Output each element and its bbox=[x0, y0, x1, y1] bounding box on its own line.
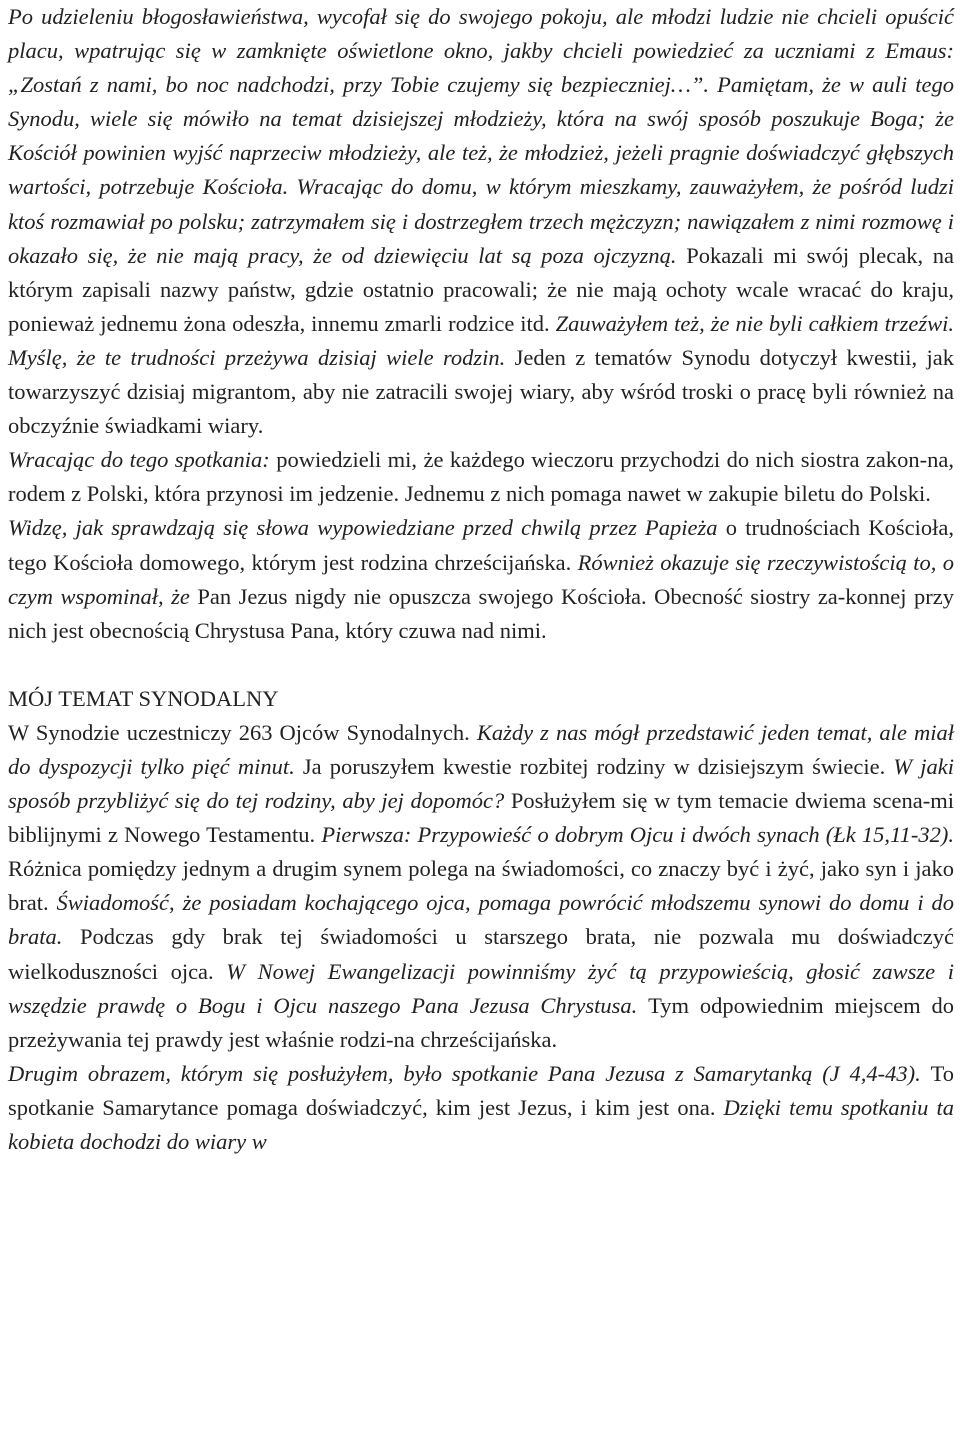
text-run: Również okazuje się rzeczywistością to, o czym wspominał, że bbox=[8, 549, 954, 609]
text-run: W jaki sposób przybliżyć się do tej rodziny, aby jej dopomóc? bbox=[8, 753, 954, 814]
text-run: Każdy z nas mógł przedstawić jeden temat, ale miał do dyspozycji tylko pięć minut. bbox=[8, 719, 955, 779]
text-run: o trudnościach Kościoła, tego Kościoła domowego, którym jest rodzina chrześcijańska. bbox=[8, 515, 954, 575]
text-run: To spotkanie Samarytance pomaga doświadczyć, kim jest Jezus, i kim jest ona. bbox=[8, 1060, 954, 1120]
text-run: Podczas gdy brak tej świadomości u starszego brata, nie pozwala mu doświadczyć wielkoduszności ojca. bbox=[8, 924, 954, 984]
text-run: Zauważyłem też, że nie byli całkiem trzeźwi. Myślę, że te trudności przeżywa dzisiaj wiele rodzin. bbox=[8, 310, 954, 370]
text-run: Widzę, jak sprawdzają się słowa wypowiedziane przed chwilą przez Papieża bbox=[8, 515, 726, 541]
text-run: Tym odpowiednim miejscem do przeżywania tej prawdy jest właśnie rodzi-na chrześcijańska. bbox=[8, 992, 954, 1052]
text-run: Ja poruszyłem kwestie rozbitej rodziny w dzisiejszym świecie. bbox=[302, 753, 894, 779]
topic-paragraph bbox=[8, 1057, 954, 1159]
text-run: powiedzieli mi, że każdego wieczoru przychodzi do nich siostra zakon-na, rodem z Polski, która przynosi im jedzenie. Jednemu z nich pomaga nawet w zakupie biletu do Polski. bbox=[8, 447, 954, 507]
text-run: Pokazali mi swój plecak, na którym zapisali nazwy państw, gdzie ostatnio pracowali; że nie mają ochoty wcale wracać do kraju, ponieważ jednemu żona odeszła, innemu zmarli rodzice itd. bbox=[8, 242, 954, 336]
intro-paragraph bbox=[8, 0, 954, 443]
synod-topic-section bbox=[8, 716, 954, 1159]
text-run: Pan Jezus nigdy nie opuszcza swojego Kościoła. Obecność siostry za-konnej przy nich jest obecnością Chrystusa Pana, który czuwa nad nimi. bbox=[8, 583, 954, 643]
text-run: Wracając do tego spotkania: bbox=[8, 447, 277, 473]
intro-section bbox=[8, 0, 954, 648]
text-run: Świadomość, że posiadam kochającego ojca, pomaga powrócić młodszemu synowi do domu i do brata. bbox=[8, 890, 954, 950]
text-run: Po udzieleniu błogosławieństwa, wycofał się do swojego pokoju, ale młodzi ludzie nie chcieli opuścić placu, wpatrując się w zamknięte oświetlone okno, jakby chcieli powiedzieć za uczniami z Emaus: „Zostań z nami, bo noc nadchodzi, przy Tobie czujemy się bezpieczniej…”. Pamiętam, że w auli tego Synodu, wiele się mówiło na temat dzisiejszej młodzieży, która na swój sposób poszukuje Boga; że Kościół powinien wyjść naprzeciw młodzieży, ale też, że młodzież, jeżeli pragnie doświadczyć głębszych wartości, potrzebuje Kościoła. Wracając do domu, w którym mieszkamy, zauważyłem, że pośród ludzi ktoś rozmawiał po polsku; zatrzymałem się i dostrzegłem trzech mężczyzn; nawiązałem z nimi rozmowę i okazało się, że nie mają pracy, że od dziewięciu lat są poza ojczyzną. bbox=[8, 4, 954, 268]
topic-paragraph bbox=[8, 716, 954, 1057]
text-run: Posłużyłem się w tym temacie dwiema scena-mi biblijnymi z Nowego Testamentu. bbox=[8, 788, 954, 848]
intro-paragraph bbox=[8, 443, 954, 511]
text-run: Różnica pomiędzy jednym a drugim synem polega na świadomości, co znaczy być i żyć, jako syn i jako brat. bbox=[8, 856, 954, 916]
text-run: Jeden z tematów Synodu dotyczył kwestii, jak towarzyszyć dzisiaj migrantom, aby nie zatracili swojej wiary, aby wśród troski o pracę byli również na obczyźnie świadkami wiary. bbox=[8, 344, 954, 439]
text-run: Dzięki temu spotkaniu ta kobieta dochodzi do wiary w bbox=[8, 1094, 954, 1154]
text-run: Drugim obrazem, którym się posłużyłem, było spotkanie Pana Jezusa z Samarytanką (J 4,4-43). bbox=[8, 1060, 931, 1086]
section-gap bbox=[8, 648, 954, 682]
intro-paragraph bbox=[8, 511, 954, 647]
section-heading: MÓJ TEMAT SYNODALNY bbox=[8, 685, 279, 711]
document-page bbox=[8, 0, 954, 1159]
text-run: W Synodzie uczestniczy 263 Ojców Synodalnych. bbox=[8, 719, 477, 745]
text-run: Pierwsza: Przypowieść o dobrym Ojcu i dwóch synach (Łk 15,11-32). bbox=[321, 822, 955, 848]
text-run: W Nowej Ewangelizacji powinniśmy żyć tą przypowieścią, głosić zawsze i wszędzie prawdę o Bogu i Ojcu naszego Pana Jezusa Chrystusa. bbox=[8, 958, 954, 1018]
